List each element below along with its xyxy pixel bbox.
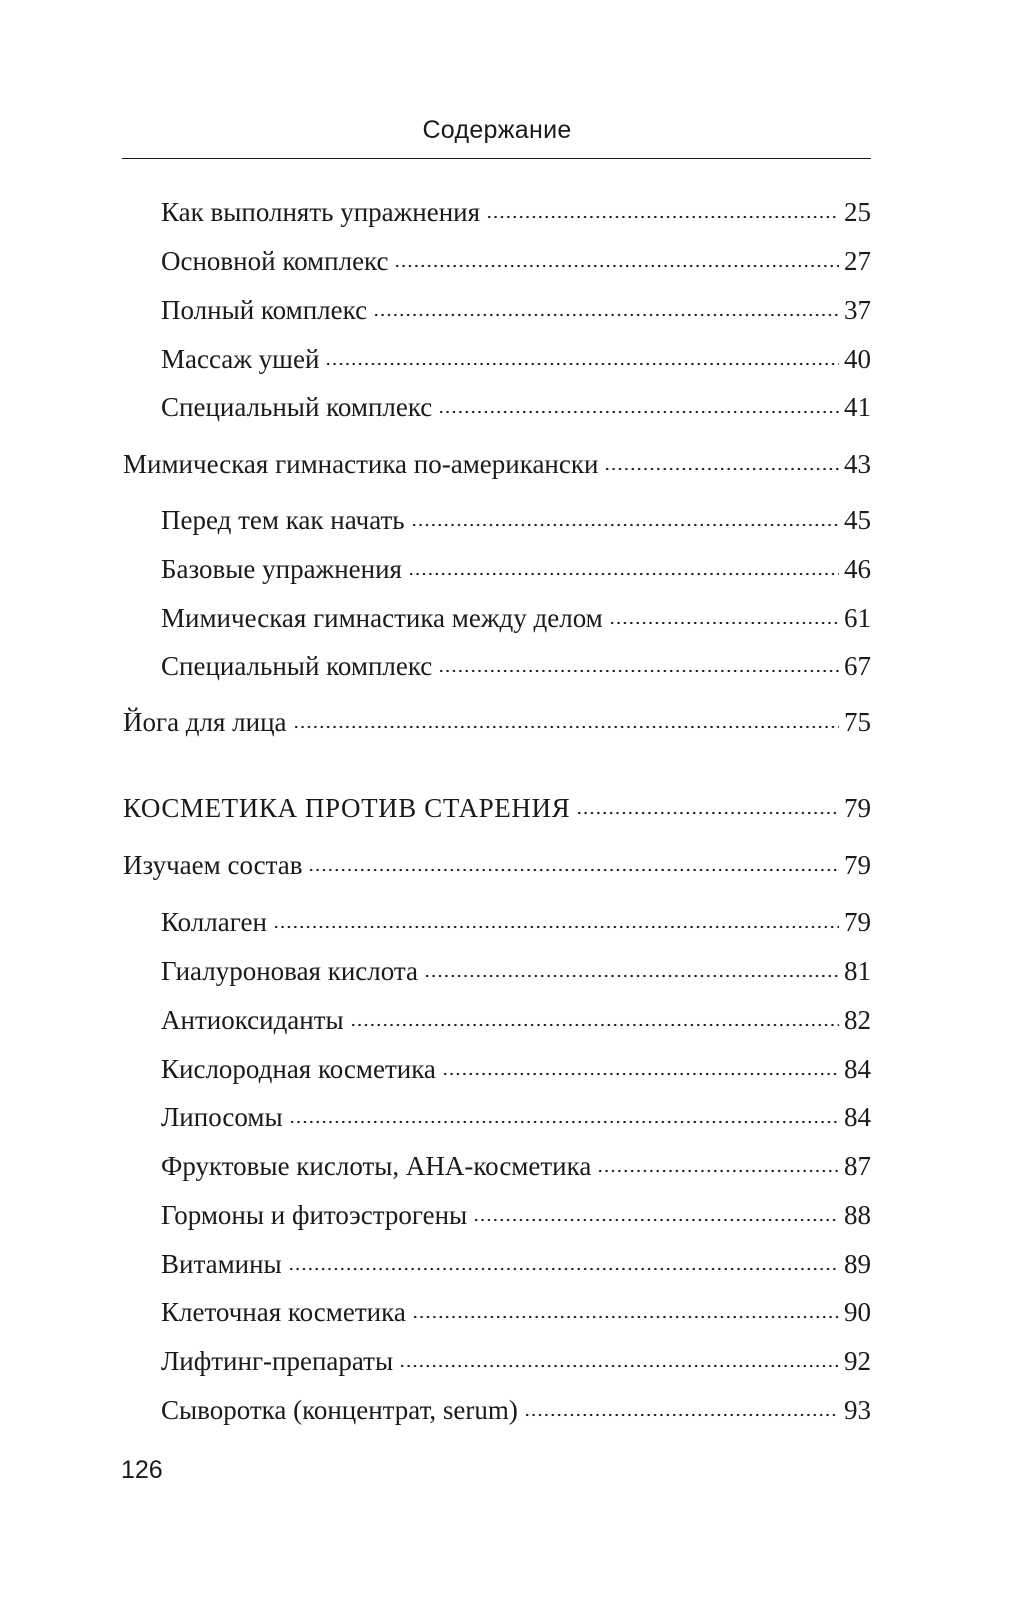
toc-section-entry bbox=[161, 1003, 871, 1037]
toc-entry-page: 82 bbox=[844, 1005, 871, 1035]
toc-section-entry bbox=[161, 390, 871, 424]
dot-leader bbox=[438, 409, 839, 415]
dot-leader bbox=[399, 1363, 839, 1369]
toc-entry-title: Гиалуроновая кислота bbox=[161, 956, 419, 986]
toc-section-entry bbox=[161, 954, 871, 988]
toc-entry-title: Основной комплекс bbox=[161, 246, 389, 276]
dot-leader bbox=[288, 1266, 839, 1272]
running-header: Содержание bbox=[422, 116, 572, 144]
toc-entry-title: Мимическая гимнастика по-американски bbox=[123, 449, 599, 479]
toc-entry-title: Гормоны и фитоэстрогены bbox=[161, 1200, 468, 1230]
dot-leader bbox=[350, 1022, 839, 1028]
toc-section-entry bbox=[161, 1149, 871, 1183]
dot-leader bbox=[486, 214, 839, 220]
toc-entry-page: 79 bbox=[844, 850, 871, 880]
toc-entry-page: 27 bbox=[844, 246, 871, 276]
toc-entry-title: Базовые упражнения bbox=[161, 554, 402, 584]
toc-part-entry bbox=[123, 791, 871, 825]
dot-leader bbox=[411, 522, 839, 528]
toc-entry-page: 79 bbox=[844, 907, 871, 937]
toc-entry-title: Фруктовые кислоты, АНА-косметика bbox=[161, 1151, 592, 1181]
toc-entry-page: 41 bbox=[844, 392, 871, 422]
dot-leader bbox=[597, 1168, 839, 1174]
toc-entry-title: Мимическая гимнастика между делом bbox=[161, 603, 603, 633]
toc-entry-page: 75 bbox=[844, 707, 871, 737]
toc-entry-title: Клеточная косметика bbox=[161, 1297, 406, 1327]
toc-chapter-entry bbox=[123, 848, 871, 882]
toc-entry-page: 25 bbox=[844, 197, 871, 227]
dot-leader bbox=[442, 1071, 839, 1077]
dot-leader bbox=[325, 361, 839, 367]
dot-leader bbox=[604, 466, 839, 472]
dot-leader bbox=[424, 973, 839, 979]
toc-section-entry bbox=[161, 293, 871, 327]
toc-entry-page: 46 bbox=[844, 554, 871, 584]
toc-entry-page: 84 bbox=[844, 1102, 871, 1132]
toc-entry-page: 37 bbox=[844, 295, 871, 325]
dot-leader bbox=[473, 1217, 839, 1223]
toc-entry-page: 45 bbox=[844, 505, 871, 535]
toc-section-entry bbox=[161, 649, 871, 683]
dot-leader bbox=[394, 263, 839, 269]
toc-entry-title: Как выполнять упражнения bbox=[161, 197, 481, 227]
toc-entry-title: Йога для лица bbox=[123, 707, 287, 737]
toc-entry-page: 81 bbox=[844, 956, 871, 986]
toc-section-entry bbox=[161, 1100, 871, 1134]
toc-entry-page: 79 bbox=[844, 793, 871, 823]
toc-chapter-entry bbox=[123, 705, 871, 739]
toc-entry-title: Коллаген bbox=[161, 907, 267, 937]
toc-section-entry bbox=[161, 552, 871, 586]
toc-entry-title: Специальный комплекс bbox=[161, 651, 433, 681]
toc-entry-title: КОСМЕТИКА ПРОТИВ СТАРЕНИЯ bbox=[123, 793, 571, 823]
toc-entry-page: 61 bbox=[844, 603, 871, 633]
toc-section-entry bbox=[161, 1052, 871, 1086]
toc-section-entry bbox=[161, 1393, 871, 1427]
toc-section-entry bbox=[161, 244, 871, 278]
toc-section-entry bbox=[161, 905, 871, 939]
page-number: 126 bbox=[121, 1456, 163, 1484]
toc-entry-title: Лифтинг-препараты bbox=[161, 1346, 394, 1376]
toc-entry-title: Полный комплекс bbox=[161, 295, 368, 325]
toc-section-entry bbox=[161, 1198, 871, 1232]
dot-leader bbox=[524, 1412, 839, 1418]
toc-section-entry bbox=[161, 601, 871, 635]
toc-entry-page: 89 bbox=[844, 1249, 871, 1279]
dot-leader bbox=[273, 924, 839, 930]
dot-leader bbox=[289, 1119, 839, 1125]
toc-entry-page: 67 bbox=[844, 651, 871, 681]
toc-entry-page: 92 bbox=[844, 1346, 871, 1376]
dot-leader bbox=[408, 571, 839, 577]
toc-entry-page: 40 bbox=[844, 344, 871, 374]
dot-leader bbox=[412, 1314, 839, 1320]
toc-section-entry bbox=[161, 503, 871, 537]
toc-entry-title: Антиоксиданты bbox=[161, 1005, 344, 1035]
toc-entry-title: Сыворотка (концентрат, serum) bbox=[161, 1395, 518, 1425]
toc-entry-title: Изучаем состав bbox=[123, 850, 303, 880]
toc-section-entry bbox=[161, 1295, 871, 1329]
toc-section-entry bbox=[161, 195, 871, 229]
toc-entry-title: Витамины bbox=[161, 1249, 282, 1279]
toc-entry-page: 88 bbox=[844, 1200, 871, 1230]
toc-entry-page: 87 bbox=[844, 1151, 871, 1181]
dot-leader bbox=[438, 668, 839, 674]
toc-entry-title: Специальный комплекс bbox=[161, 392, 433, 422]
dot-leader bbox=[576, 810, 839, 816]
dot-leader bbox=[373, 312, 839, 318]
toc-section-entry bbox=[161, 342, 871, 376]
toc-entry-page: 90 bbox=[844, 1297, 871, 1327]
dot-leader bbox=[308, 867, 839, 873]
toc-entry-title: Кислородная косметика bbox=[161, 1054, 436, 1084]
toc-entry-page: 93 bbox=[844, 1395, 871, 1425]
toc-entry-title: Липосомы bbox=[161, 1102, 283, 1132]
toc-entry-title: Массаж ушей bbox=[161, 344, 320, 374]
toc-section-entry bbox=[161, 1247, 871, 1281]
dot-leader bbox=[609, 620, 839, 626]
toc-entry-title: Перед тем как начать bbox=[161, 505, 405, 535]
toc-section-entry bbox=[161, 1344, 871, 1378]
toc-chapter-entry bbox=[123, 447, 871, 481]
dot-leader bbox=[293, 724, 839, 730]
toc-entry-page: 43 bbox=[844, 449, 871, 479]
toc-entry-page: 84 bbox=[844, 1054, 871, 1084]
